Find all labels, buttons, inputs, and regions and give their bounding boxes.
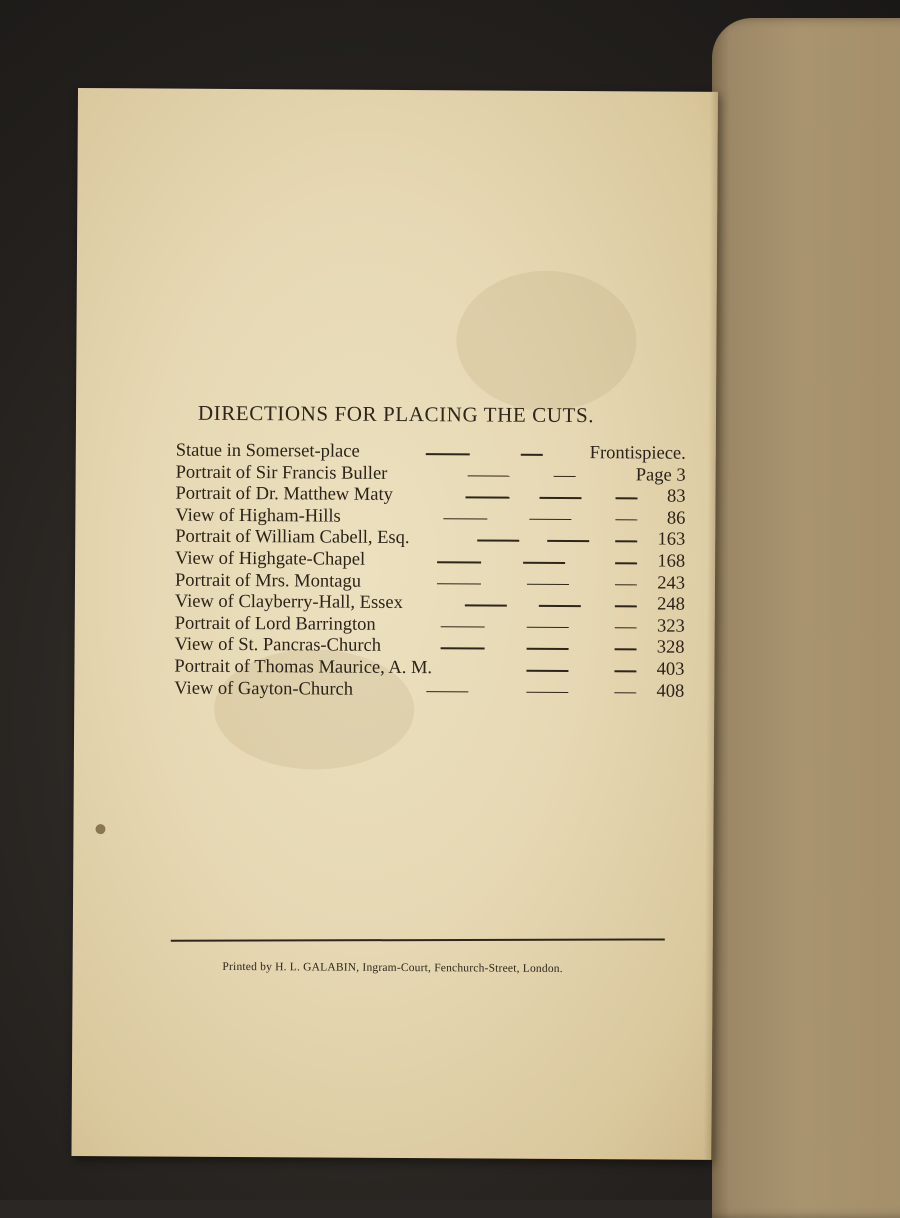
entry-title: View of Clayberry-Hall, Essex: [174, 591, 403, 614]
leader-dash: [526, 691, 568, 693]
leader-dash: [466, 497, 510, 499]
leader-dash: [615, 584, 637, 586]
entry-title: Portrait of Sir Francis Buller: [175, 462, 388, 484]
footer-rule: [171, 938, 665, 941]
leader-dash: [614, 670, 636, 672]
leader-dash: [547, 540, 589, 542]
entry-page: 163: [657, 529, 686, 551]
list-item: [175, 505, 685, 530]
book-page: [71, 88, 718, 1160]
facing-page: [712, 18, 900, 1218]
leader-dash: [527, 583, 569, 585]
entry-page: 248: [657, 594, 685, 615]
list-item: [174, 678, 684, 703]
entry-page: Frontispiece.: [589, 443, 686, 464]
entry-page: 328: [656, 637, 685, 659]
leader-dash: [523, 562, 565, 564]
entry-title: Portrait of Mrs. Montagu: [174, 570, 362, 592]
entry-page: 86: [666, 508, 686, 529]
entry-page: 243: [657, 573, 686, 594]
list-item: [176, 441, 686, 466]
entry-page: 323: [656, 616, 685, 637]
list-item: [175, 570, 685, 595]
leader-dash: [614, 692, 636, 694]
leader-dash: [477, 540, 519, 542]
list-item: [174, 657, 684, 682]
entry-page: 83: [666, 486, 686, 507]
leader-dash: [526, 670, 568, 672]
leader-dash: [426, 453, 470, 455]
leader-dash: [527, 627, 569, 629]
leader-dash: [441, 648, 485, 650]
leader-dash: [615, 627, 637, 629]
leader-dash: [465, 605, 507, 607]
leader-dash: [426, 691, 468, 693]
list-item: [175, 484, 685, 509]
entry-title: View of Higham-Hills: [175, 505, 341, 527]
leader-dash: [615, 541, 637, 543]
leader-dash: [539, 605, 581, 607]
entry-page: 168: [657, 551, 686, 572]
printer-imprint: Printed by H. L. GALABIN, Ingram-Court, Fenchurch-Street, London.: [222, 960, 563, 975]
leader-dash: [615, 497, 637, 499]
binding-hole: [95, 824, 105, 834]
entry-page: 403: [656, 659, 685, 680]
paper-stain: [456, 270, 637, 411]
list-item: [175, 613, 685, 638]
leader-dash: [615, 649, 637, 651]
leader-dash: [468, 475, 510, 477]
entry-title: View of St. Pancras-Church: [174, 634, 382, 657]
entry-title: Portrait of Dr. Matthew Maty: [175, 483, 393, 506]
leader-dash: [615, 562, 637, 564]
page-heading: DIRECTIONS FOR PLACING THE CUTS.: [197, 400, 595, 428]
leader-dash: [554, 476, 576, 478]
entry-title: Statue in Somerset-place: [175, 440, 360, 462]
leader-dash: [529, 519, 571, 521]
entry-page: Page 3: [635, 465, 686, 486]
list-item: [175, 549, 685, 574]
list-item: [175, 635, 685, 660]
leader-dash: [615, 605, 637, 607]
leader-dash: [437, 583, 481, 585]
list-item: [175, 592, 685, 617]
entry-title: View of Gayton-Church: [174, 678, 354, 700]
entry-title: Portrait of Thomas Maurice, A. M.: [174, 656, 433, 679]
entry-page: 408: [656, 681, 685, 702]
leader-dash: [540, 497, 582, 499]
leader-dash: [441, 626, 485, 628]
list-item: [176, 462, 686, 487]
leader-dash: [437, 561, 481, 563]
list-item: [175, 527, 685, 552]
leader-dash: [615, 519, 637, 521]
entry-title: Portrait of Lord Barrington: [174, 613, 376, 635]
leader-dash: [521, 454, 543, 456]
leader-dash: [443, 518, 487, 520]
entry-title: Portrait of William Cabell, Esq.: [175, 526, 410, 549]
leader-dash: [527, 648, 569, 650]
cuts-list: [174, 441, 686, 703]
entry-title: View of Highgate-Chapel: [175, 548, 366, 570]
